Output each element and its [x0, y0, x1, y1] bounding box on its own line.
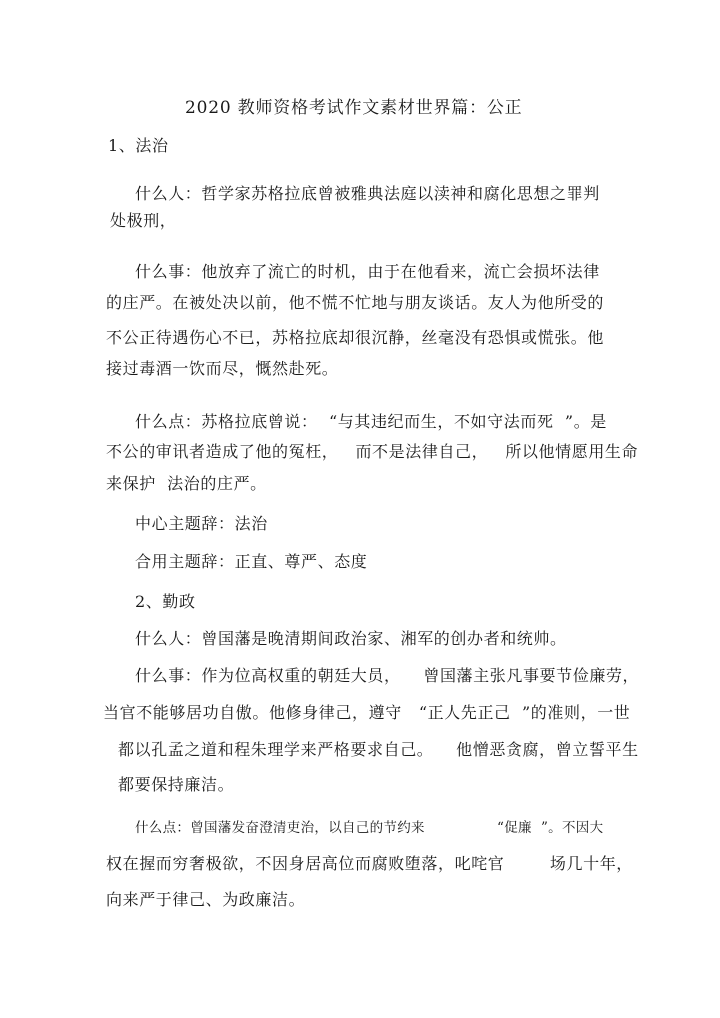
paragraph-line: 向来严于律己、为政廉洁。 [106, 890, 306, 909]
theme-line: 中心主题辞：法治 [135, 514, 268, 533]
paragraph-line: 不公正待遇伤心不已，苏格拉底却很沉静，丝毫没有恐惧或慌张。他 [106, 328, 605, 347]
paragraph-line: 来保护 法治的庄严。 [106, 474, 267, 493]
paragraph-line: 什么事：他放弃了流亡的时机，由于在他看来，流亡会损坏法律 [135, 262, 600, 281]
paragraph-line: 当官不能够居功自傲。他修身律己，遵守 “正人先正己 ”的准则，一世 [103, 703, 631, 722]
paragraph-line: “促廉 ”。不因大 [497, 820, 604, 836]
paragraph-line: 接过毒酒一饮而尽，慨然赴死。 [106, 359, 339, 378]
paragraph-line: 什么人：曾国藩是晚清期间政治家、湘军的创办者和统帅。 [135, 629, 567, 648]
document-title: 2020 教师资格考试作文素材世界篇：公正 [185, 98, 523, 118]
paragraph-line: 的庄严。在被处决以前，他不慌不忙地与朋友谈话。友人为他所受的 [106, 293, 605, 312]
paragraph-line: 都以孔孟之道和程朱理学来严格要求自己。 他憎恶贪腐，曾立誓平生 [118, 740, 639, 759]
paragraph-line: 都要保持廉洁。 [118, 775, 235, 794]
usable-theme-line: 合用主题辞：正直、尊严、态度 [135, 552, 368, 571]
paragraph-line: 处极刑， [110, 211, 177, 230]
paragraph-line: 什么事：作为位高权重的朝廷大员， 曾国藩主张凡事要节俭廉劳， [135, 666, 640, 685]
section-heading: 2、勤政 [135, 592, 196, 611]
paragraph-line: 不公的审讯者造成了他的冤枉， 而不是法律自己， 所以他情愿用生命 [106, 442, 639, 461]
paragraph-line: 什么点：曾国藩发奋澄清吏治，以自己的节约来 [135, 820, 425, 836]
section-heading: 1、法治 [108, 136, 169, 155]
paragraph-line: 权在握而穷奢极欲，不因身居高位而腐败堕落，叱咤官 场几十年， [106, 854, 633, 873]
paragraph-line: 什么点：苏格拉底曾说： “与其违纪而生，不如守法而死 ”。是 [135, 412, 607, 431]
paragraph-line: 什么人：哲学家苏格拉底曾被雅典法庭以渎神和腐化思想之罪判 [135, 184, 600, 203]
